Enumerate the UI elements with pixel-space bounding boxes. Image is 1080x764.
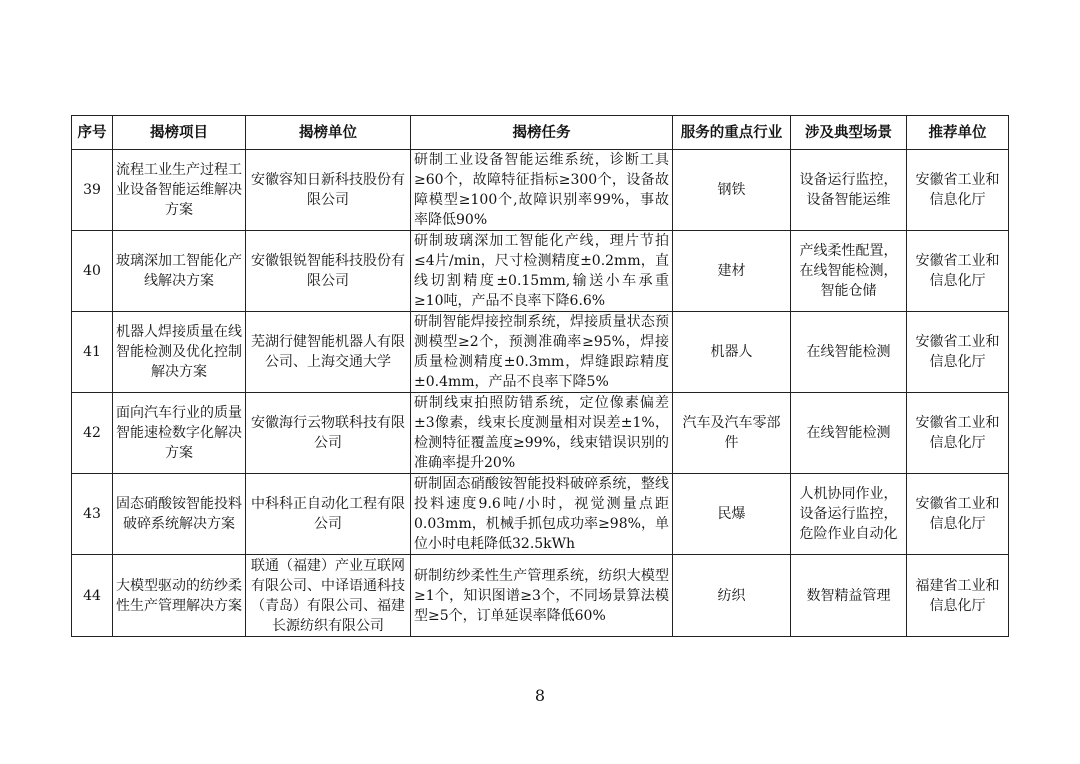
row-project: 固态硝酸铵智能投料破碎系统解决方案 xyxy=(113,474,246,555)
row-project: 大模型驱动的纺纱柔性生产管理解决方案 xyxy=(113,555,246,637)
row-scene: 在线智能检测 xyxy=(791,393,907,474)
header-task: 揭榜任务 xyxy=(411,116,673,150)
row-recommender: 安徽省工业和信息化厅 xyxy=(907,393,1009,474)
row-task: 研制玻璃深加工智能化产线，理片节拍≤4片/min，尺寸检测精度±0.2mm，直线切割精度±0.15mm,输送小车承重≥10吨，产品不良率下降6.6% xyxy=(411,231,673,312)
row-number: 39 xyxy=(72,150,113,231)
row-task: 研制线束拍照防错系统，定位像素偏差±3像素，线束长度测量相对误差±1%，检测特征覆盖度≥99%，线束错误识别的准确率提升20% xyxy=(411,393,673,474)
project-table xyxy=(71,115,1009,637)
row-number: 40 xyxy=(72,231,113,312)
row-recommender: 安徽省工业和信息化厅 xyxy=(907,150,1009,231)
row-recommender: 安徽省工业和信息化厅 xyxy=(907,474,1009,555)
row-scene: 数智精益管理 xyxy=(791,555,907,637)
row-industry: 纺织 xyxy=(673,555,791,637)
row-number: 43 xyxy=(72,474,113,555)
header-scene: 涉及典型场景 xyxy=(791,116,907,150)
table-row xyxy=(72,555,1009,637)
table-row xyxy=(72,231,1009,312)
row-task: 研制固态硝酸铵智能投料破碎系统，整线投料速度9.6吨/小时，视觉测量点距 0.03mm，机械手抓包成功率≥98%，单位小时电耗降低32.5kWh xyxy=(411,474,673,555)
table-row xyxy=(72,150,1009,231)
row-number: 41 xyxy=(72,312,113,393)
row-task: 研制纺纱柔性生产管理系统，纺织大模型≥1个，知识图谱≥3个，不同场景算法模型≥5个，订单延误率降低60% xyxy=(411,555,673,637)
row-task: 研制工业设备智能运维系统，诊断工具≥60个，故障特征指标≥300个，设备故障模型≥100个,故障识别率99%，事故率降低90% xyxy=(411,150,673,231)
row-industry: 汽车及汽车零部件 xyxy=(673,393,791,474)
row-project: 面向汽车行业的质量智能速检数字化解决方案 xyxy=(113,393,246,474)
row-industry: 机器人 xyxy=(673,312,791,393)
header-industry: 服务的重点行业 xyxy=(673,116,791,150)
row-industry: 建材 xyxy=(673,231,791,312)
row-project: 玻璃深加工智能化产线解决方案 xyxy=(113,231,246,312)
row-unit: 安徽银锐智能科技股份有限公司 xyxy=(246,231,411,312)
row-project: 流程工业生产过程工业设备智能运维解决方案 xyxy=(113,150,246,231)
row-number: 42 xyxy=(72,393,113,474)
row-recommender: 福建省工业和信息化厅 xyxy=(907,555,1009,637)
row-unit: 安徽海行云物联科技有限公司 xyxy=(246,393,411,474)
row-recommender: 安徽省工业和信息化厅 xyxy=(907,231,1009,312)
row-unit: 联通（福建）产业互联网有限公司、中译语通科技（青岛）有限公司、福建长源纺织有限公司 xyxy=(246,555,411,637)
row-scene: 产线柔性配置，在线智能检测，智能仓储 xyxy=(791,231,907,312)
table-row xyxy=(72,312,1009,393)
row-task: 研制智能焊接控制系统，焊接质量状态预测模型≥2个，预测准确率≥95%，焊接质量检测精度±0.3mm，焊缝跟踪精度±0.4mm，产品不良率下降5% xyxy=(411,312,673,393)
row-recommender: 安徽省工业和信息化厅 xyxy=(907,312,1009,393)
table-header-row xyxy=(72,116,1009,150)
row-number: 44 xyxy=(72,555,113,637)
row-scene: 人机协同作业，设备运行监控，危险作业自动化 xyxy=(791,474,907,555)
row-unit: 芜湖行健智能机器人有限公司、上海交通大学 xyxy=(246,312,411,393)
header-recommender: 推荐单位 xyxy=(907,116,1009,150)
row-industry: 钢铁 xyxy=(673,150,791,231)
table-row xyxy=(72,393,1009,474)
row-project: 机器人焊接质量在线智能检测及优化控制解决方案 xyxy=(113,312,246,393)
header-num: 序号 xyxy=(72,116,113,150)
header-unit: 揭榜单位 xyxy=(246,116,411,150)
row-unit: 安徽容知日新科技股份有限公司 xyxy=(246,150,411,231)
row-scene: 在线智能检测 xyxy=(791,312,907,393)
row-unit: 中科科正自动化工程有限公司 xyxy=(246,474,411,555)
row-industry: 民爆 xyxy=(673,474,791,555)
table-row xyxy=(72,474,1009,555)
row-scene: 设备运行监控，设备智能运维 xyxy=(791,150,907,231)
header-project: 揭榜项目 xyxy=(113,116,246,150)
page-number: 8 xyxy=(534,686,546,705)
